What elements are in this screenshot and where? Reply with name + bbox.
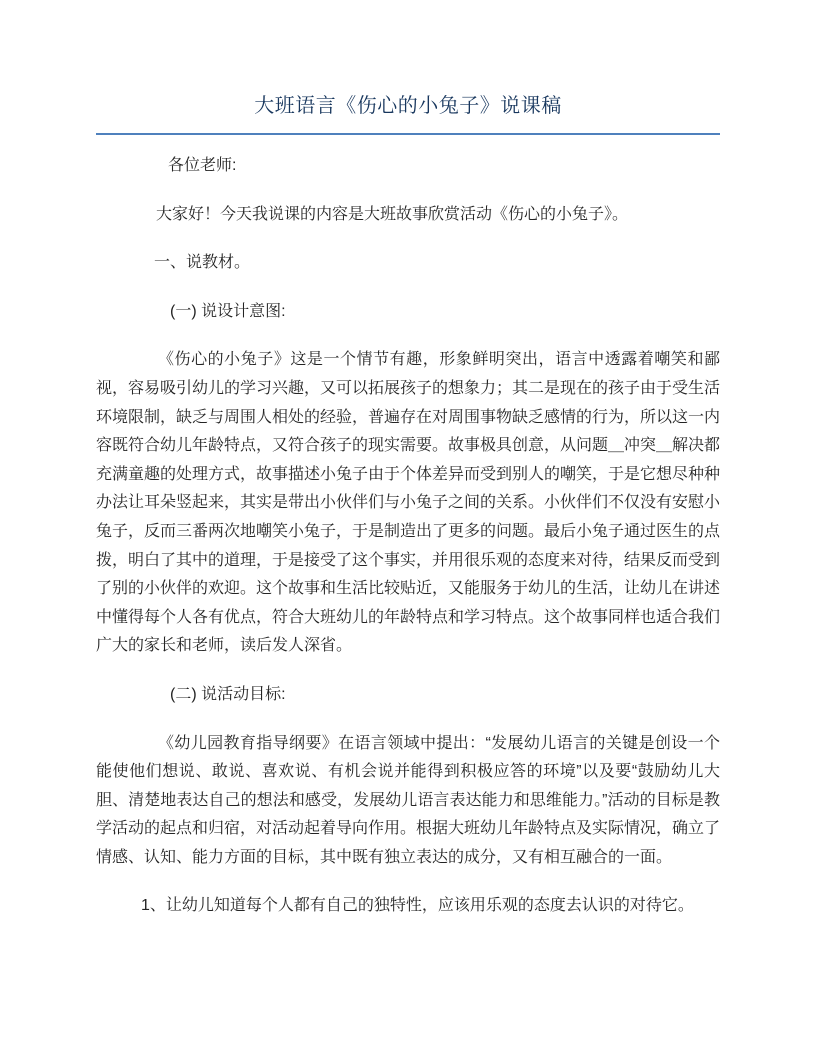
document-body [96, 152, 720, 921]
paragraph-salutation: 各位老师: [168, 157, 237, 174]
heading-design-intent: (一) 说设计意图: [170, 302, 286, 320]
page-title: 大班语言《伤心的小兔子》说课稿 [254, 95, 562, 117]
title-block [96, 90, 720, 135]
list-item-goal-1: 1、让幼儿知道每个人都有自己的独特性，应该用乐观的态度去认识的对待它。 [141, 897, 694, 915]
paragraph-design-intent: 《伤心的小兔子》这是一个情节有趣，形象鲜明突出，语言中透露着嘲笑和鄙视，容易吸引幼儿的学习兴趣，又可以拓展孩子的想象力；其二是现在的孩子由于受生活环境限制，缺乏与周围人相处的经验，普遍存在对周围事物缺乏感情的行为，所以这一内容既符合幼儿年龄特点，又符合孩子的现实需要。故事极具创意，从问题＿冲突＿解决都充满童趣的处理方式，故事描述小兔子由于个体差异而受到别人的嘲笑，于是它想尽种种办法让耳朵竖起来，其实是带出小伙伴们与小兔子之间的关系。小伙伴们不仅没有安慰小兔子，反而三番两次地嘲笑小兔子，于是制造出了更多的问题。最后小兔子通过医生的点拨，明白了其中的道理，于是接受了这个事实，并用很乐观的态度来对待，结果反而受到了别的小伙伴的欢迎。这个故事和生活比较贴近，又能服务于幼儿的生活，让幼儿在讲述中懂得每个人各有优点，符合大班幼儿的年龄特点和学习特点。这个故事同样也适合我们广大的家长和老师，读后发人深省。 [96, 351, 721, 655]
paragraph-activity-goals: 《幼儿园教育指导纲要》在语言领域中提出：“发展幼儿语言的关键是创设一个能使他们想说、敢说、喜欢说、有机会说并能得到积极应答的环境”以及要“鼓励幼儿大胆、清楚地表达自己的想法和感受，发展幼儿语言表达能力和思维能力。”活动的目标是教学活动的起点和归宿，对活动起着导向作用。根据大班幼儿年龄特点及实际情况，确立了情感、认知、能力方面的目标，其中既有独立表达的成分，又有相互融合的一面。 [96, 734, 721, 866]
heading-activity-goals: (二) 说活动目标: [170, 685, 286, 703]
heading-section-one-teaching-material: 一、说教材。 [154, 254, 251, 272]
paragraph-greeting: 大家好！今天我说课的内容是大班故事欣赏活动《伤心的小兔子》。 [156, 205, 629, 223]
